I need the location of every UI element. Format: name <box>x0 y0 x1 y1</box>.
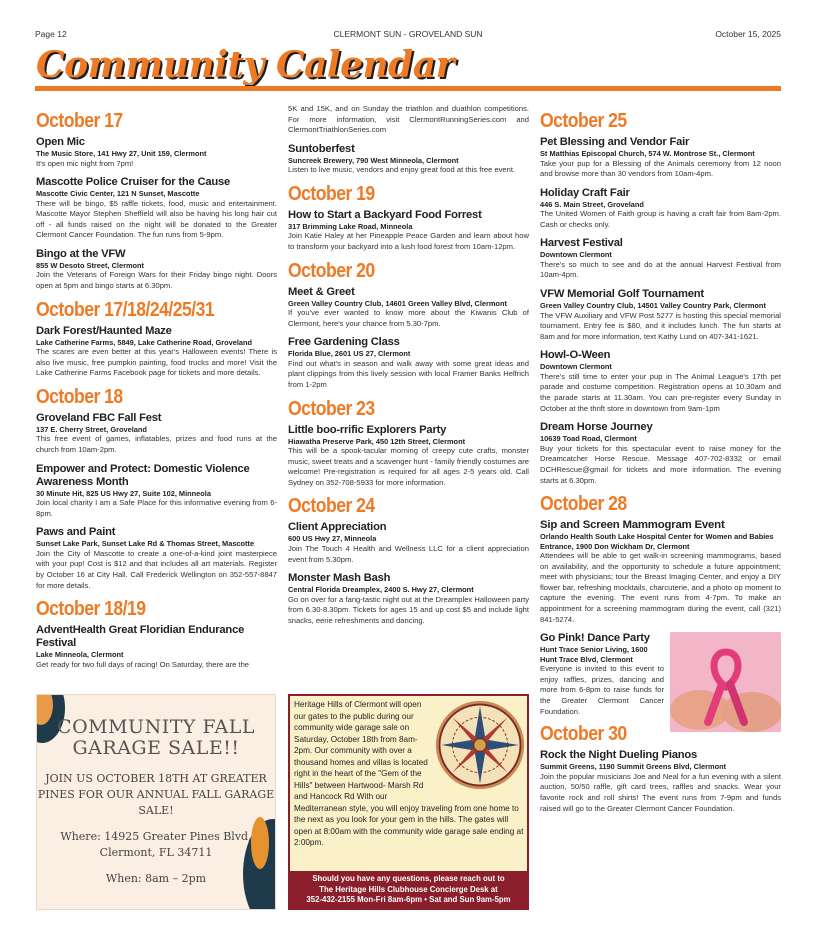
garage-sale-headline: COMMUNITY FALL GARAGE SALE!! <box>57 716 255 759</box>
pink-ribbon-icon <box>670 632 781 732</box>
event-title: Mascotte Police Cruiser for the Cause <box>36 176 231 189</box>
page-title: Community Calendar <box>36 44 455 86</box>
page-number: Page 12 <box>35 29 67 39</box>
event-title: Paws and Paint <box>36 526 116 539</box>
issue-date: October 15, 2025 <box>715 29 781 39</box>
event-location: 446 S. Main Street, Groveland <box>540 199 644 209</box>
event-title: Empower and Protect: Domestic Violence Awareness Month <box>36 462 250 488</box>
event-description: Find out what's in season and walk away with some great ideas and plant clippings from this lively session with local Framer Banks Helfrich from 1-2pm <box>288 358 529 389</box>
event-item <box>36 136 277 169</box>
event-location: St Matthias Episcopal Church, 574 W. Montrose St., Clermont <box>540 149 755 158</box>
event-title: Holiday Craft Fair <box>540 186 630 199</box>
event-description: Take your pup for a Blessing of the Animals ceremony from 12 noon and browse more than 30 vendors from 10am-4pm. <box>540 158 781 179</box>
garage-sale-when: When: 8am – 2pm <box>105 872 207 885</box>
date-heading: October 30 <box>540 723 627 746</box>
event-location: 30 Minute Hit, 825 US Hwy 27, Suite 102, Minneola <box>36 488 211 498</box>
event-item <box>540 632 781 717</box>
event-item <box>540 749 781 814</box>
event-title: Little boo-rrific Explorers Party <box>288 423 447 436</box>
event-location: Orlando Health South Lake Hospital Center for Women and Babies Entrance, 1900 Don Wickham Dr, Clermont <box>540 532 774 551</box>
event-item <box>288 572 529 626</box>
heritage-hills-ad <box>288 694 529 910</box>
event-location: Suncreek Brewery, 790 West Minneola, Clermont <box>288 155 459 165</box>
event-title: Dream Horse Journey <box>540 421 653 434</box>
event-item <box>540 136 781 180</box>
date-heading: October 18 <box>36 385 123 408</box>
event-description: There's so much to see and do at the annual Harvest Festival from 10am-4pm. <box>540 259 781 280</box>
garage-sale-ad <box>36 694 276 910</box>
event-description-continued: 5K and 15K, and on Sunday the triathlon and duathlon competitions. For more information, visit ClermontRunningSeries.com and ClermontTriathlonSeries.com <box>288 104 529 135</box>
event-text <box>540 632 664 717</box>
heritage-hills-body: Heritage Hills of Clermont will open our gates to the public during our community wide garage sale on Saturday, October 18th from 8am-2pm. Our community with over a thousand homes and villas is located right in the heart of the "Gem of the Hills" between Hartwood- Marsh Rd and Hancock Rd With our Mediterranean style, you will enjoy traveling from one home to the next as you look for your gem in the hills. The gates will open at 8:00am with the community wide garage sale ending at 2:00pm. <box>294 700 524 847</box>
event-title: Monster Mash Bash <box>288 572 391 585</box>
event-description: Get ready for two full days of racing! On Saturday, there are the <box>36 659 250 669</box>
event-location: Lake Minneola, Clermont <box>36 650 124 660</box>
event-location: Green Valley Country Club, 14601 Green Valley Blvd, Clermont <box>288 298 507 308</box>
event-description: This will be a spook-tacular morning of creepy cute crafts, monster music, sweet treats and a scavenger hunt - family friendly costumes are welcome! Pre-registration is required for all ages 2-5 years old. Call Sydney on 352-708-5933 for more information. <box>288 446 529 487</box>
event-title: AdventHealth Great Floridian Endurance Festival <box>36 624 245 650</box>
page-header <box>35 29 781 41</box>
event-location: 317 Brimming Lake Road, Minneola <box>288 221 413 231</box>
date-heading: October 17/18/24/25/31 <box>36 298 215 321</box>
event-title: Bingo at the VFW <box>36 247 126 260</box>
event-description: Join the Veterans of Foreign Wars for their Friday bingo night. Doors open at 5pm and bingo starts at 6.30pm. <box>36 270 277 291</box>
event-location: Florida Blue, 2601 US 27, Clermont <box>288 349 411 359</box>
date-heading: October 25 <box>540 110 627 132</box>
event-title: Harvest Festival <box>540 237 623 250</box>
event-item <box>36 325 277 379</box>
event-title: Groveland FBC Fall Fest <box>36 411 162 424</box>
event-title: Free Gardening Class <box>288 336 400 349</box>
column-1 <box>36 106 277 677</box>
event-item <box>36 526 277 591</box>
masthead: CLERMONT SUN - GROVELAND SUN <box>333 29 483 39</box>
event-description: Go on over for a fang-tastic night out at the Dreamplex Halloween party from 6.30-8.30pm. Tickets for ages 15 and up cost $5 and include light snacks, eerie refreshments and dancing. <box>288 594 529 625</box>
event-location: 855 W Desoto Street, Clermont <box>36 260 145 270</box>
event-item <box>36 412 277 456</box>
event-description: There will be bingo, $5 raffle tickets, food, music and entertainment. Mascotte Mayor Stephen Sheffield will also be having his long hair cut off - all funds raised on the night will be donated to the Greater Clermont Cancer Foundation. The fun runs from 5-9pm. <box>36 198 277 240</box>
event-description: There's still time to enter your pup in The Animal League's 17th pet parade and costume competition. Registration opens at 10.30am and the parade starts at 11.30am. You can pre-register every Sunday in October at the thrift store in downtown from 9am-1pm <box>540 371 781 413</box>
event-location: Hunt Trace Senior Living, 1600 Hunt Trace Blvd, Clermont <box>540 645 648 664</box>
event-location: Downtown Clermont <box>540 250 612 260</box>
event-description: Listen to live music, vendors and enjoy great food at this free event. <box>288 165 516 175</box>
event-title: Howl-O-Ween <box>540 349 611 362</box>
event-title: Rock the Night Dueling Pianos <box>540 749 698 762</box>
date-heading: October 24 <box>288 495 375 518</box>
event-title: Sip and Screen Mammogram Event <box>540 519 725 532</box>
event-item <box>288 424 529 489</box>
date-heading: October 19 <box>288 182 375 205</box>
event-item <box>36 624 277 670</box>
event-item <box>288 286 529 330</box>
event-item <box>36 463 277 520</box>
event-item <box>540 349 781 414</box>
event-item <box>540 519 781 625</box>
event-location: The Music Store, 141 Hwy 27, Unit 159, Clermont <box>36 149 207 158</box>
event-title: Client Appreciation <box>288 521 387 534</box>
event-title: Meet & Greet <box>288 285 355 298</box>
footer-line-3: 352-432-2155 Mon-Fri 8am-6pm • Sat and Sun 9am-5pm <box>306 895 511 904</box>
event-description: It's open mic night from 7pm! <box>36 158 134 168</box>
date-heading: October 18/19 <box>36 598 146 621</box>
event-item <box>540 187 781 231</box>
event-description: Everyone is invited to this event to enjoy raffles, prizes, dancing and more from 6-8pm to raise funds for the Greater Clermont Cancer Foundation. <box>540 664 664 716</box>
event-location: Central Florida Dreamplex, 2400 S. Hwy 27, Clermont <box>288 585 474 595</box>
event-description: Join The Touch 4 Health and Wellness LLC for a client appreciation event from 5.30pm. <box>288 543 529 564</box>
event-location: Hiawatha Preserve Park, 450 12th Street, Clermont <box>288 436 466 446</box>
event-title: Dark Forest/Haunted Maze <box>36 324 172 337</box>
event-title: Open Mic <box>36 136 85 148</box>
date-heading: October 28 <box>540 493 627 516</box>
title-rule <box>35 86 781 91</box>
event-description: Join local charity I am a Safe Place for this informative evening from 6-8pm. <box>36 498 277 518</box>
event-item <box>288 143 529 176</box>
event-description: The scares are even better at this year's Halloween events! There is also live music, free pumpkin painting, food trucks and more! Visit the Lake Catherine Farms Facebook page for tickets and more details. <box>36 347 277 378</box>
event-item <box>540 421 781 486</box>
event-description: This free event of games, inflatables, prizes and food runs at the church from 10am-2pm. <box>36 434 277 455</box>
event-title: Suntoberfest <box>288 142 355 155</box>
event-title: VFW Memorial Golf Tournament <box>540 288 704 301</box>
date-heading: October 17 <box>36 110 123 132</box>
event-item <box>288 336 529 390</box>
event-description: The VFW Auxiliary and VFW Post 5277 is hosting this special memorial tournament. Entry fee is $80, and it includes lunch. The fun starts at 8am and for more information, text Kathy Lund on 407-341-1621. <box>540 310 781 341</box>
event-location: Summit Greens, 1190 Summit Greens Blvd, Clermont <box>540 762 727 772</box>
footer-line-2: The Heritage Hills Clubhouse Concierge Desk at <box>319 884 498 894</box>
footer-line-1: Should you have any questions, please reach out to <box>312 874 505 883</box>
date-heading: October 20 <box>288 259 375 282</box>
event-description: Join Katie Haley at her Pineapple Peace Garden and learn about how to transform your backyard into a lush food forest from 10am-12pm. <box>288 231 529 251</box>
event-title: Go Pink! Dance Party <box>540 632 650 645</box>
garage-sale-where: Where: 14925 Greater Pines Blvd, Clermont, FL 34711 <box>60 830 252 859</box>
event-description: The United Women of Faith group is having a craft fair from 8am-2pm. Cash or checks only. <box>540 209 781 229</box>
event-item <box>540 237 781 281</box>
garage-sale-body: JOIN US OCTOBER 18TH AT GREATER PINES FOR OUR ANNUAL FALL GARAGE SALE! <box>37 772 275 817</box>
date-heading: October 23 <box>288 397 375 420</box>
event-location: Downtown Clermont <box>540 362 612 372</box>
event-location: Lake Catherine Farms, 5849, Lake Catherine Road, Groveland <box>36 337 253 347</box>
pink-ribbon-image <box>670 632 781 732</box>
event-description: Join the City of Mascotte to create a one-of-a-kind joint masterpiece with your pup! Cost is $12 and that includes all art materials. Register by October 16 at City Hall. Call Frederick Wellington on 352-557-8847 for more details. <box>36 548 277 590</box>
heritage-hills-footer <box>290 871 527 908</box>
event-item <box>36 176 277 241</box>
event-location: Green Valley Country Club, 14501 Valley Country Park, Clermont <box>540 301 766 311</box>
event-location: Sunset Lake Park, Sunset Lake Rd & Thomas Street, Mascotte <box>36 539 255 549</box>
event-location: 600 US Hwy 27, Minneola <box>288 534 377 544</box>
event-description: Join the popular musicians Joe and Neal for a fun evening with a silent auction, 50/50 raffle, gift card trees, raffles and snacks. Wear your favorite rock and roll shirts! The event runs from 7-9pm and funds raised will go to the Greater Clermont Cancer Foundation. <box>540 771 781 813</box>
medallion-tile-image <box>434 699 526 791</box>
event-description: Attendees will be able to get walk-in screening mammograms, based on availability, and the opportunity to schedule a future appointment; meet with physicians; tour the Breast Imaging Center, and enjoy a DIY flower bar, refreshing mocktails, charcuterie, and a photo op moment to capture the evening. The event runs from 4-7pm. To make an appointment for a screening mammogram during the event, call (321) 841-5274. <box>540 551 781 624</box>
event-item <box>36 248 277 292</box>
event-item <box>540 288 781 342</box>
event-location: 137 E. Cherry Street, Groveland <box>36 424 147 434</box>
column-3 <box>540 106 781 821</box>
event-title: Pet Blessing and Vendor Fair <box>540 136 690 148</box>
event-title: How to Start a Backyard Food Forrest <box>288 208 482 221</box>
event-description: If you've ever wanted to know more about the Kiwanis Club of Clermont, here's your chance from 5.30-7pm. <box>288 308 529 328</box>
event-description: Buy your tickets for this spectacular event to raise money for the Dreamcatcher Horse Rescue. Message 407-702-8332 or email DCHRescue@gmail for tickets and more information. The evening starts at 6.30pm. <box>540 443 781 485</box>
column-2 <box>288 104 529 633</box>
event-location: 10639 Toad Road, Clermont <box>540 434 637 444</box>
event-item <box>288 521 529 565</box>
event-item <box>288 209 529 253</box>
event-location: Mascotte Civic Center, 121 N Sunset, Mascotte <box>36 189 200 199</box>
